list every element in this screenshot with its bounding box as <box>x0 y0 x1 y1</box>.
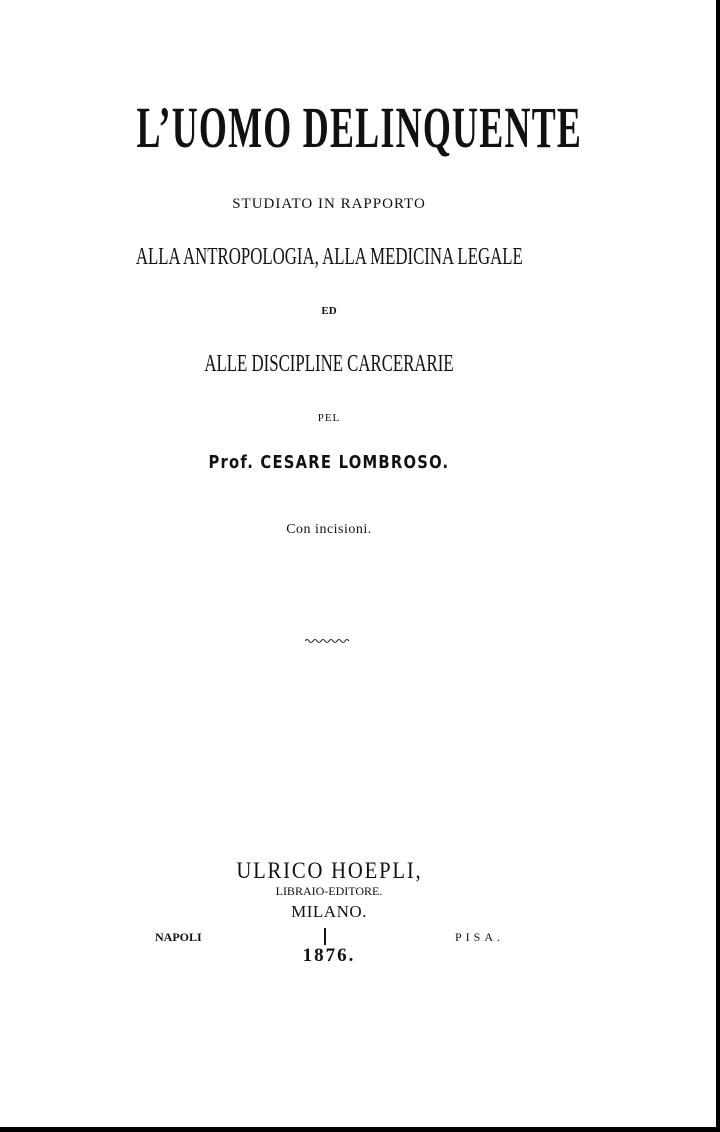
illustrations-note: Con incisioni. <box>286 522 372 537</box>
subtitle-line-3-text: ALLE DISCIPLINE CARCERARIE <box>204 351 454 377</box>
publisher-city: MILANO. <box>291 902 367 921</box>
book-title <box>0 94 658 161</box>
subtitle-line-3 <box>0 351 658 378</box>
publication-year: 1876. <box>302 945 356 966</box>
author <box>0 452 658 473</box>
author-text: Prof. CESARE LOMBROSO. <box>208 452 450 473</box>
divider-bar <box>324 928 326 945</box>
conjunction: ED <box>321 305 337 317</box>
subtitle-line-2 <box>0 244 658 271</box>
city-pisa: PISA. <box>455 930 505 944</box>
ornamental-rule <box>305 638 351 644</box>
subtitle-line-1: STUDIATO IN RAPPORTO <box>232 196 426 212</box>
subtitle-line-2-text: ALLA ANTROPOLOGIA, ALLA MEDICINA LEGALE <box>135 244 523 270</box>
by-line: PEL <box>317 412 341 424</box>
publisher-name-text: ULRICO HOEPLI, <box>235 858 423 883</box>
city-napoli: NAPOLI <box>155 930 202 944</box>
publisher-name <box>0 858 658 884</box>
book-title-text: L’UOMO DELINQUENTE <box>136 95 583 160</box>
publisher-role: LIBRAIO-EDITORE. <box>275 884 383 898</box>
